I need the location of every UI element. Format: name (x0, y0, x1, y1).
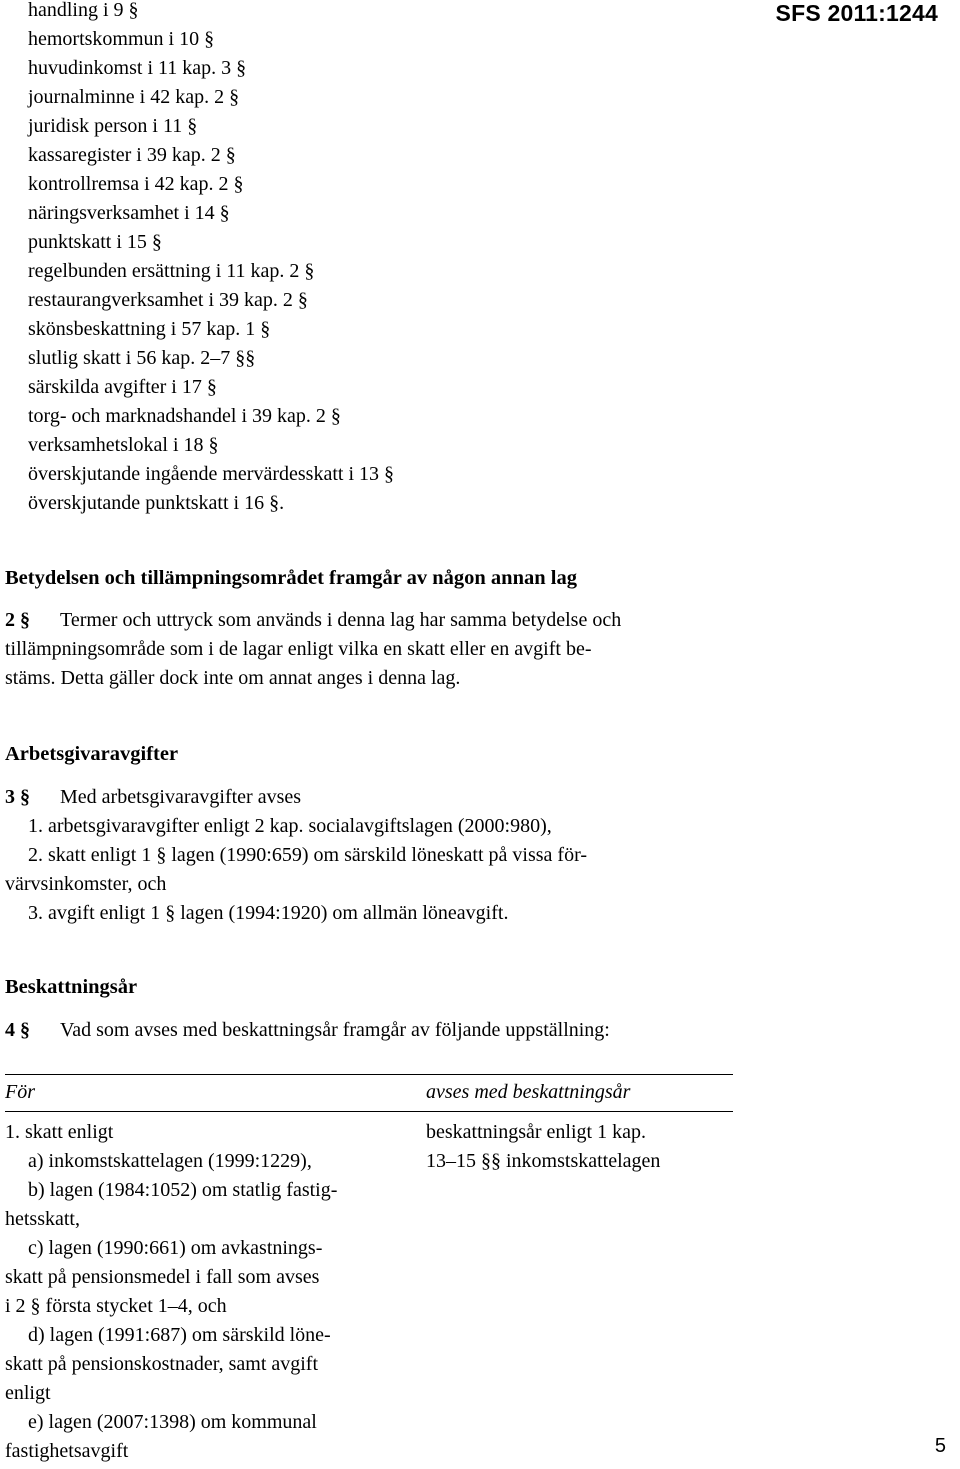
list-item: 1. arbetsgivaravgifter enligt 2 kap. socialavgiftslagen (2000:980), (28, 815, 552, 837)
index-term: juridisk person i 11 § (28, 115, 198, 137)
table-cell: 13–15 §§ inkomstskattelagen (426, 1150, 661, 1172)
section-heading-employer-fees: Arbetsgivaravgifter (5, 743, 179, 765)
table-left-column (5, 1118, 405, 1466)
index-term: restaurangverksamhet i 39 kap. 2 § (28, 289, 308, 311)
word: vissa (512, 844, 553, 866)
table-cell: skatt på pensionskostnader, samt avgift (5, 1353, 319, 1375)
index-term: journalminne i 42 kap. 2 § (28, 86, 240, 108)
index-term: huvudinkomst i 11 kap. 3 § (28, 57, 247, 79)
index-term: torg- och marknadshandel i 39 kap. 2 § (28, 405, 341, 427)
table-header-left: För (5, 1081, 35, 1103)
paragraph-line (5, 1016, 733, 1045)
page-number: 5 (934, 1435, 946, 1457)
word: löneskatt (411, 844, 484, 866)
index-term: överskjutande ingående mervärdesskatt i 13 § (28, 463, 394, 485)
word: på (488, 844, 508, 866)
paragraph-3 (5, 783, 733, 928)
word: skatt (48, 844, 86, 866)
paragraph-2 (5, 606, 733, 693)
index-term: skönsbeskattning i 57 kap. 1 § (28, 318, 271, 340)
table-cell: 1. skatt enligt (5, 1121, 114, 1143)
table-header-rule (5, 1111, 733, 1112)
list-item-continuation: värvsinkomster, och (5, 873, 167, 895)
table-cell: i 2 § första stycket 1–4, och (5, 1295, 227, 1317)
word: om (313, 844, 340, 866)
paragraph-line: tillämpningsområde som i de lagar enligt vilka en skatt eller en avgift be- (5, 638, 592, 660)
index-term: punktskatt i 15 § (28, 231, 162, 253)
index-term: överskjutande punktskatt i 16 §. (28, 492, 285, 514)
index-term: verksamhetslokal i 18 § (28, 434, 219, 456)
index-term: särskilda avgifter i 17 § (28, 376, 217, 398)
table-cell: fastighetsavgift (5, 1440, 129, 1462)
word: särskild (344, 844, 407, 866)
paragraph-text: Vad som avses med beskattningsår framgår av följande uppställning: (60, 1019, 610, 1041)
table-cell: a) inkomstskattelagen (1999:1229), (28, 1150, 312, 1172)
table-cell: e) lagen (2007:1398) om kommunal (28, 1411, 317, 1433)
paragraph-line (5, 783, 733, 812)
index-term: kassaregister i 39 kap. 2 § (28, 144, 236, 166)
table-header-right: avses med beskattningsår (426, 1081, 631, 1103)
table-cell: hetsskatt, (5, 1208, 80, 1230)
index-term: hemortskommun i 10 § (28, 28, 215, 50)
index-term: slutlig skatt i 56 kap. 2–7 §§ (28, 347, 256, 369)
word: enligt (90, 844, 137, 866)
index-term: kontrollremsa i 42 kap. 2 § (28, 173, 244, 195)
section-heading-tax-year: Beskattningsår (5, 976, 138, 998)
section-heading-definitions: Betydelsen och tillämpningsområdet framgår av någon annan lag (5, 567, 577, 589)
word: 1 § (141, 844, 167, 866)
list-item-justified (5, 841, 733, 870)
paragraph-line (5, 606, 733, 635)
table-cell: c) lagen (1990:661) om avkastnings- (28, 1237, 323, 1259)
word: (1990:659) (219, 844, 309, 866)
table-cell: enligt (5, 1382, 51, 1404)
paragraph-text: Termer och uttryck som används i denna lag har samma betydelse och (60, 609, 622, 631)
table-cell: skatt på pensionsmedel i fall som avses (5, 1266, 320, 1288)
table-cell: d) lagen (1991:687) om särskild löne- (28, 1324, 331, 1346)
sfs-reference: SFS 2011:1244 (775, 0, 938, 26)
paragraph-text: Med arbetsgivaravgifter avses (60, 786, 302, 808)
paragraph-number: 4 § (5, 1019, 30, 1041)
paragraph-4 (5, 1016, 733, 1045)
definition-index-list (28, 0, 394, 518)
table-top-rule (5, 1074, 733, 1075)
table-right-column (426, 1118, 746, 1176)
list-item: 3. avgift enligt 1 § lagen (1994:1920) om allmän löneavgift. (28, 902, 509, 924)
word: 2. (28, 844, 43, 866)
index-term: regelbunden ersättning i 11 kap. 2 § (28, 260, 315, 282)
table-cell: beskattningsår enligt 1 kap. (426, 1121, 646, 1143)
paragraph-number: 3 § (5, 786, 30, 808)
paragraph-line: stäms. Detta gäller dock inte om annat anges i denna lag. (5, 667, 461, 689)
paragraph-number: 2 § (5, 609, 30, 631)
index-term: näringsverksamhet i 14 § (28, 202, 230, 224)
word: för- (557, 844, 588, 866)
index-term: handling i 9 § (28, 0, 139, 21)
word: lagen (171, 844, 215, 866)
table-cell: b) lagen (1984:1052) om statlig fastig- (28, 1179, 338, 1201)
